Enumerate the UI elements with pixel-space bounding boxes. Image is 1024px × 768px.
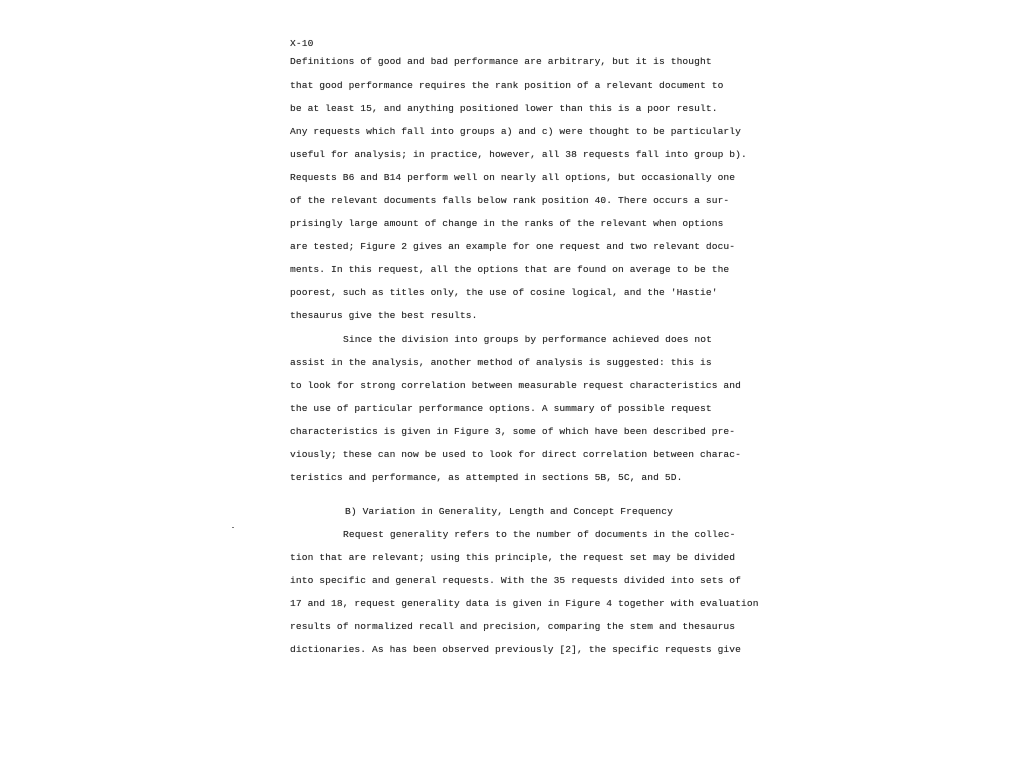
paragraph-1-line: Any requests which fall into groups a) and c) were thought to be particularly <box>290 126 742 137</box>
paragraph-2-line: Since the division into groups by performance achieved does not <box>343 334 713 345</box>
paragraph-1-line: ments. In this request, all the options that are found on average to be the <box>290 264 730 275</box>
paragraph-1-line: are tested; Figure 2 gives an example for one request and two relevant docu- <box>290 241 736 252</box>
paragraph-1-line: useful for analysis; in practice, however, all 38 requests fall into group b). <box>290 149 747 160</box>
section-heading: B) Variation in Generality, Length and Concept Frequency <box>345 506 674 517</box>
paragraph-3-line: Request generality refers to the number of documents in the collec- <box>343 529 736 540</box>
paragraph-2-line: characteristics is given in Figure 3, some of which have been described pre- <box>290 426 736 437</box>
paragraph-2-line: to look for strong correlation between measurable request characteristics and <box>290 380 742 391</box>
paragraph-1-line: Definitions of good and bad performance are arbitrary, but it is thought <box>290 56 712 67</box>
paragraph-2-line: the use of particular performance options. A summary of possible request <box>290 403 712 414</box>
paragraph-2-line: teristics and performance, as attempted in sections 5B, 5C, and 5D. <box>290 472 683 483</box>
paragraph-1-line: thesaurus give the best results. <box>290 310 478 321</box>
paragraph-3-line: results of normalized recall and precision, comparing the stem and thesaurus <box>290 621 736 632</box>
paragraph-3-line: dictionaries. As has been observed previously [2], the specific requests give <box>290 644 742 655</box>
page-number: X-10 <box>290 38 314 49</box>
scan-speck <box>232 527 234 528</box>
paragraph-1-line: Requests B6 and B14 perform well on nearly all options, but occasionally one <box>290 172 736 183</box>
paragraph-1-line: poorest, such as titles only, the use of cosine logical, and the 'Hastie' <box>290 287 718 298</box>
paragraph-1-line: that good performance requires the rank position of a relevant document to <box>290 80 724 91</box>
paragraph-1-line: be at least 15, and anything positioned lower than this is a poor result. <box>290 103 718 114</box>
paragraph-3-line: 17 and 18, request generality data is given in Figure 4 together with evaluation <box>290 598 759 609</box>
paragraph-3-line: tion that are relevant; using this principle, the request set may be divided <box>290 552 736 563</box>
paragraph-3-line: into specific and general requests. With the 35 requests divided into sets of <box>290 575 742 586</box>
paragraph-2-line: assist in the analysis, another method of analysis is suggested: this is <box>290 357 712 368</box>
paragraph-1-line: prisingly large amount of change in the ranks of the relevant when options <box>290 218 724 229</box>
paragraph-2-line: viously; these can now be used to look for direct correlation between charac- <box>290 449 742 460</box>
paragraph-1-line: of the relevant documents falls below rank position 40. There occurs a sur- <box>290 195 730 206</box>
